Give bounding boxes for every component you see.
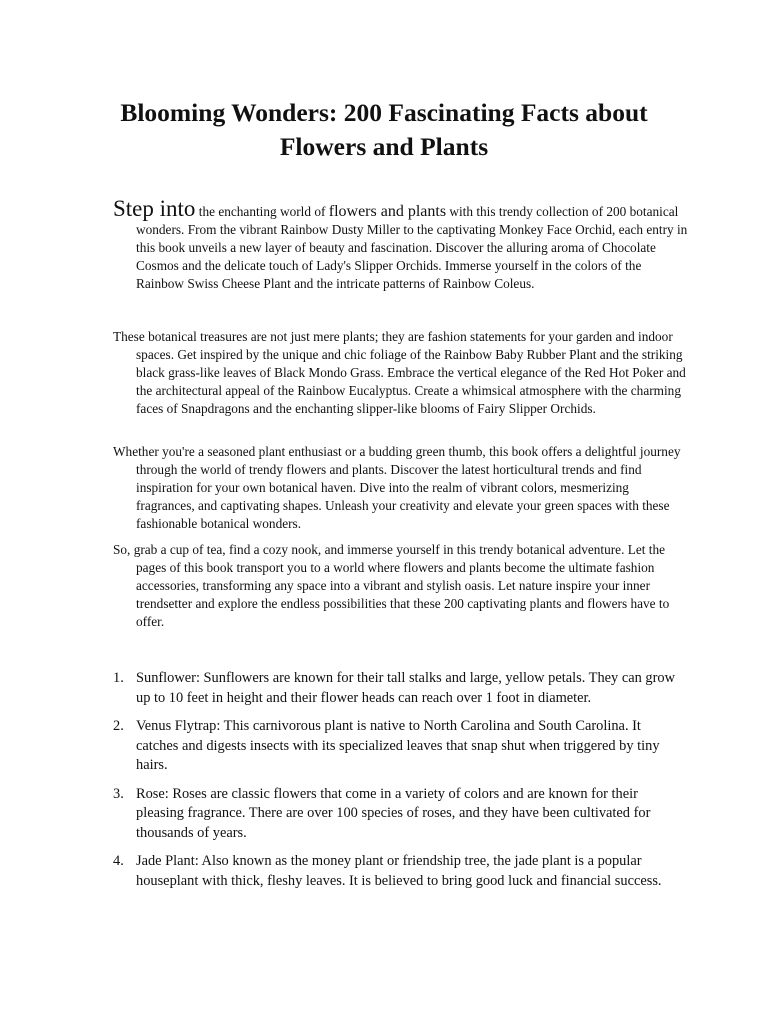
list-item-number: 3. xyxy=(113,785,124,802)
intro-text-a: the enchanting world of xyxy=(195,204,329,219)
title-line-1: Blooming Wonders: 200 Fascinating Facts about xyxy=(120,98,648,127)
list-item-number: 1. xyxy=(113,670,124,686)
list-item-number: 2. xyxy=(113,718,124,734)
list-item xyxy=(113,852,683,891)
intro-lead-text: Step into xyxy=(113,196,196,221)
list-item-text: Jade Plant: Also known as the money plant or friendship tree, the jade plant is a popular houseplant with thick, fleshy leaves. It is believed to bring good luck and financial success. xyxy=(136,853,662,889)
list-item-text: Rose: Roses are classic flowers that come in a variety of colors and are known for their pleasing fragrance. There are over 100 species of roses, and they have been cultivated for thousands of years. xyxy=(136,785,651,841)
intro-paragraph-1 xyxy=(113,196,690,293)
list-item-text: Venus Flytrap: This carnivorous plant is native to North Carolina and South Carolina. It catches and digests insects with its specialized leaves that snap shut when triggered by tiny hairs. xyxy=(136,718,660,773)
intro-paragraph-2: These botanical treasures are not just mere plants; they are fashion statements for your garden and indoor spaces. Get inspired by the unique and chic foliage of the Rainbow Baby Rubber Plant and the striking black grass-like leaves of Black Mondo Grass. Embrace the vertical elegance of the Red Hot Poker and the architectural appeal of the Rainbow Eucalyptus. Create a whimsical atmosphere with the charming faces of Snapdragons and the enchanting slipper-like blooms of Fairy Slipper Orchids. xyxy=(113,329,686,416)
intro-paragraph-4: So, grab a cup of tea, find a cozy nook, and immerse yourself in this trendy botanical adventure. Let the pages of this book transport you to a world where flowers and plants become the ultimate fashion accessories, transforming any space into a vibrant and stylish oasis. Let nature inspire your inner trendsetter and explore the endless possibilities that these 200 captivating plants and flowers have to offer. xyxy=(113,542,670,629)
list-item xyxy=(113,785,683,844)
intro-highlight-text: flowers and plants xyxy=(328,203,447,220)
intro-paragraph-3: Whether you're a seasoned plant enthusiast or a budding green thumb, this book offers a delightful journey through the world of trendy flowers and plants. Discover the latest horticultural trends and find inspiration for your own botanical haven. Dive into the realm of vibrant colors, mesmerizing fragrances, and captivating shapes. Unleash your creativity and elevate your green spaces with these fashionable botanical wonders. xyxy=(113,444,681,531)
page-title xyxy=(100,96,668,164)
list-item xyxy=(113,717,683,776)
list-item xyxy=(113,669,683,708)
list-item-number: 4. xyxy=(113,853,124,869)
title-line-2: Flowers and Plants xyxy=(279,132,489,161)
facts-list xyxy=(113,669,683,900)
intro-text-b: with this trendy collection of 200 botanical wonders. From the vibrant Rainbow Dusty Miller to the captivating Monkey Face Orchid, each entry in this book unveils a new layer of beauty and fascination. Discover the alluring aroma of Chocolate Cosmos and the delicate touch of Lady's Slipper Orchids. Immerse yourself in the colors of the Rainbow Swiss Cheese Plant and the intricate patterns of Rainbow Coleus. xyxy=(136,204,688,291)
list-item-text: Sunflower: Sunflowers are known for their tall stalks and large, yellow petals. They can grow up to 10 feet in height and their flower heads can reach over 1 foot in diameter. xyxy=(136,670,675,706)
